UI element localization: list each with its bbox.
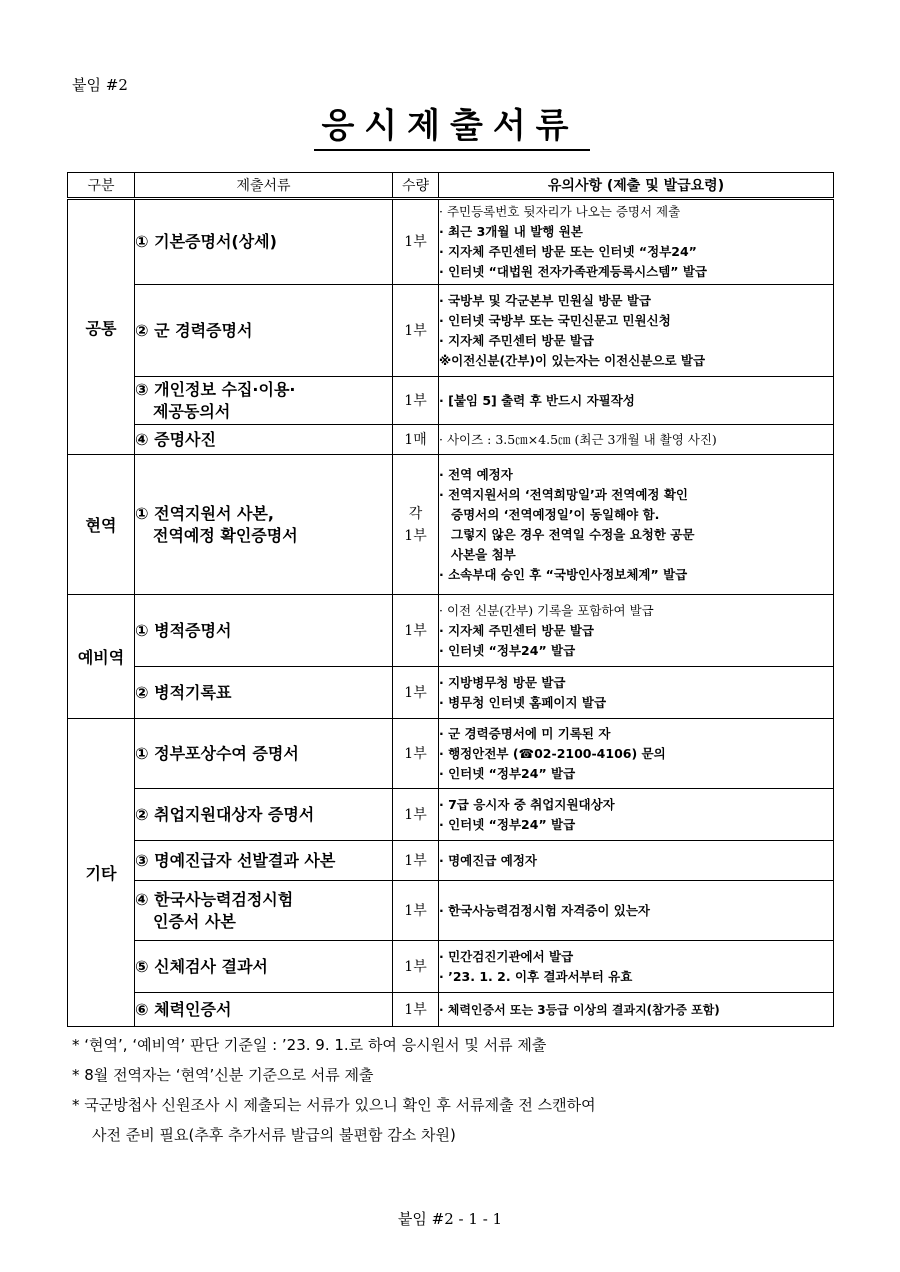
document-name: ② 군 경력증명서: [135, 285, 393, 377]
quantity: 1부: [393, 285, 439, 377]
table-row: [68, 199, 834, 285]
notes: · 민간검진기관에서 발급 · ’23. 1. 2. 이후 결과서부터 유효: [439, 941, 834, 993]
quantity: 1부: [393, 595, 439, 667]
notes: · 지방병무청 방문 발급 · 병무청 인터넷 홈페이지 발급: [439, 667, 834, 719]
page-number: 붙임 #2 - 1 - 1: [397, 1210, 503, 1228]
document-name: ② 병적기록표: [135, 667, 393, 719]
category-common: 공통: [68, 199, 135, 455]
notes: · 체력인증서 또는 3등급 이상의 결과지(참가증 포함): [439, 993, 834, 1027]
quantity: 1부: [393, 993, 439, 1027]
notes: · 주민등록번호 뒷자리가 나오는 증명서 제출 · 최근 3개월 내 발행 원본 · 지자체 주민센터 방문 또는 인터넷 “정부24” · 인터넷 “대법원 전자가족관계등록시스템” 발급: [439, 199, 834, 285]
footnotes: [72, 1030, 852, 1150]
notes: · 7급 응시자 중 취업지원대상자 · 인터넷 “정부24” 발급: [439, 789, 834, 841]
quantity: 1부: [393, 199, 439, 285]
header-notes: 유의사항 (제출 및 발급요령): [439, 173, 834, 199]
footnote: * 국군방첩사 신원조사 시 제출되는 서류가 있으니 확인 후 서류제출 전 스캔하여: [72, 1096, 596, 1114]
notes: · 이전 신분(간부) 기록을 포함하여 발급 · 지자체 주민센터 방문 발급 · 인터넷 “정부24” 발급: [439, 595, 834, 667]
table-row: [68, 285, 834, 377]
header-document: 제출서류: [135, 173, 393, 199]
document-name: ① 정부포상수여 증명서: [135, 719, 393, 789]
header-quantity: 수량: [393, 173, 439, 199]
document-name: ⑥ 체력인증서: [135, 993, 393, 1027]
document-name: ④ 한국사능력검정시험 인증서 사본: [135, 881, 393, 941]
notes: · 한국사능력검정시험 자격증이 있는자: [439, 881, 834, 941]
attachment-label: 붙임 #2: [72, 76, 128, 94]
category-reserve: 예비역: [68, 595, 135, 719]
quantity: 각 1부: [393, 455, 439, 595]
document-name: ② 취업지원대상자 증명서: [135, 789, 393, 841]
table-row: [68, 881, 834, 941]
table-row: [68, 667, 834, 719]
table-row: [68, 941, 834, 993]
header-category: 구분: [68, 173, 135, 199]
quantity: 1부: [393, 841, 439, 881]
table-row: [68, 841, 834, 881]
document-name: ③ 명예진급자 선발결과 사본: [135, 841, 393, 881]
table-row: [68, 377, 834, 425]
table-row: [68, 425, 834, 455]
quantity: 1부: [393, 941, 439, 993]
title-underline: [314, 149, 590, 151]
quantity: 1부: [393, 667, 439, 719]
document-name: ① 전역지원서 사본, 전역예정 확인증명서: [135, 455, 393, 595]
notes: · 사이즈 : 3.5㎝×4.5㎝ (최근 3개월 내 촬영 사진): [439, 425, 834, 455]
category-active: 현역: [68, 455, 135, 595]
document-name: ⑤ 신체검사 결과서: [135, 941, 393, 993]
table-row: [68, 993, 834, 1027]
footnote-continued: 사전 준비 필요(추후 추가서류 발급의 불편함 감소 차원): [92, 1126, 456, 1144]
document-name: ③ 개인정보 수집·이용· 제공동의서: [135, 377, 393, 425]
notes: · 군 경력증명서에 미 기록된 자 · 행정안전부 (☎02-2100-4106) 문의 · 인터넷 “정부24” 발급: [439, 719, 834, 789]
quantity: 1부: [393, 719, 439, 789]
footnote: * ‘현역’, ‘예비역’ 판단 기준일 : ’23. 9. 1.로 하여 응시원서 및 서류 제출: [72, 1036, 547, 1054]
notes: · 국방부 및 각군본부 민원실 방문 발급 · 인터넷 국방부 또는 국민신문고 민원신청 · 지자체 주민센터 방문 발급 ※이전신분(간부)이 있는자는 이전신분으로 발급: [439, 285, 834, 377]
table-row: [68, 455, 834, 595]
table-row: [68, 789, 834, 841]
documents-table: [67, 172, 834, 1027]
table-row: [68, 719, 834, 789]
page-title: 응시제출서류: [321, 106, 579, 146]
table-header-row: [68, 173, 834, 199]
notes: · [붙임 5] 출력 후 반드시 자필작성: [439, 377, 834, 425]
table-row: [68, 595, 834, 667]
document-name: ① 병적증명서: [135, 595, 393, 667]
quantity: 1부: [393, 881, 439, 941]
notes: · 명예진급 예정자: [439, 841, 834, 881]
document-name: ① 기본증명서(상세): [135, 199, 393, 285]
notes: · 전역 예정자 · 전역지원서의 ‘전역희망일’과 전역예정 확인 증명서의 ‘전역예정일’이 동일해야 함. 그렇지 않은 경우 전역일 수정을 요청한 공문 사본을 첨부 · 소속부대 승인 후 “국방인사정보체계” 발급: [439, 455, 834, 595]
quantity: 1부: [393, 789, 439, 841]
footnote: * 8월 전역자는 ‘현역’신분 기준으로 서류 제출: [72, 1066, 374, 1084]
quantity: 1부: [393, 377, 439, 425]
category-other: 기타: [68, 719, 135, 1027]
quantity: 1매: [393, 425, 439, 455]
document-name: ④ 증명사진: [135, 425, 393, 455]
